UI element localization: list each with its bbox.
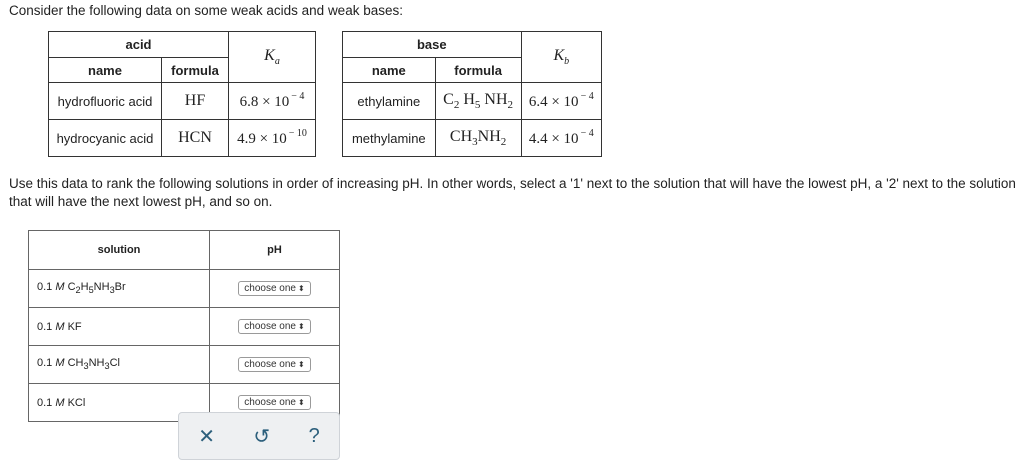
solution-label: 0.1 M KF [29, 308, 210, 346]
ka-value: 4.9 × 10 $^{- 10}$ [229, 120, 316, 157]
table-row [29, 270, 340, 308]
table-row [49, 120, 316, 157]
instruction-text: Use this data to rank the following solutions in order of increasing pH. In other words, select a '1' next to the solution that will have the lowest pH, a '2' next to the solution that will have the next lowest pH, and so on. [9, 176, 1016, 209]
table-row [29, 346, 340, 384]
acid-table [48, 31, 316, 157]
acid-name: hydrocyanic acid [49, 120, 162, 157]
base-name: ethylamine [343, 83, 436, 120]
solution-label: 0.1 M $C_2H_5NH_3Br$ [29, 270, 210, 308]
ph-rank-select[interactable]: choose one ⬍ [238, 395, 310, 410]
acid-name-header: name [49, 58, 162, 83]
ph-rank-select[interactable]: choose one ⬍ [238, 357, 310, 372]
base-formula: $CH_3NH_2$ [435, 120, 521, 157]
close-icon[interactable]: ✕ [198, 425, 215, 448]
kb-header [521, 32, 601, 83]
select-arrow-icon: ⬍ [298, 284, 305, 293]
ph-rank-select[interactable]: choose one ⬍ [238, 319, 310, 334]
help-icon[interactable]: ? [308, 424, 320, 447]
solution-label: 0.1 M $CH_3NH_3Cl$ [29, 346, 210, 384]
kb-value: 6.4 × 10 $^{- 4}$ [521, 83, 601, 120]
select-arrow-icon: ⬍ [298, 360, 305, 369]
kb-value: 4.4 × 10 $^{- 4}$ [521, 120, 601, 157]
acid-formula-header: formula [162, 58, 229, 83]
base-formula-header: formula [435, 58, 521, 83]
action-bar [178, 412, 340, 460]
base-table [342, 31, 602, 157]
intro-text: Consider the following data on some weak acids and weak bases: [9, 3, 403, 18]
base-formula: $C_2$ $H_5$ $NH_2$ [435, 83, 521, 120]
base-header: base [343, 32, 522, 58]
table-row [343, 120, 602, 157]
base-name-header: name [343, 58, 436, 83]
ka-symbol: $K_a$ [264, 46, 280, 68]
table-row [343, 83, 602, 120]
undo-icon[interactable]: ↺ [253, 425, 271, 448]
kb-symbol: $K_b$ [553, 46, 570, 68]
table-row [49, 83, 316, 120]
acid-name: hydrofluoric acid [49, 83, 162, 120]
ph-rank-select[interactable]: choose one ⬍ [238, 281, 310, 296]
select-arrow-icon: ⬍ [298, 398, 305, 407]
acid-formula: HCN [162, 120, 229, 157]
select-arrow-icon: ⬍ [298, 322, 305, 331]
ph-header: pH [210, 231, 340, 270]
ka-header [229, 32, 316, 83]
solution-header: solution [29, 231, 210, 270]
ranking-table [28, 230, 340, 422]
acid-header: acid [49, 32, 229, 58]
acid-formula: HF [162, 83, 229, 120]
solution-label: 0.1 M KCl [29, 384, 210, 422]
table-row [29, 308, 340, 346]
ka-value: 6.8 × 10 $^{- 4}$ [229, 83, 316, 120]
base-name: methylamine [343, 120, 436, 157]
